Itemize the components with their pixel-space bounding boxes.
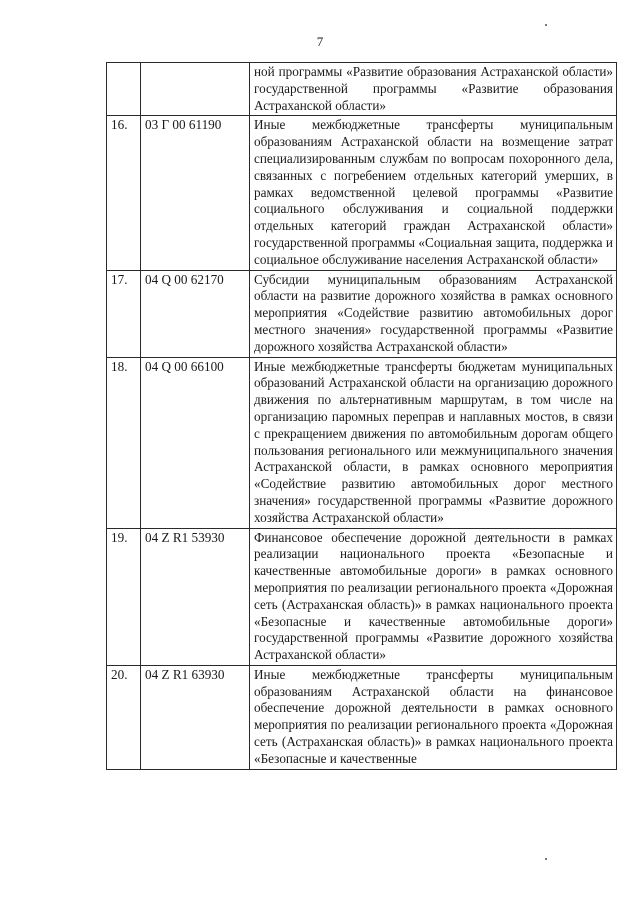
row-description: Иные межбюджетные трансферты бюджетам муниципальных образований Астраханской области на организацию дорожного движения по альтернативным маршрутам, в том числе на организацию паромных переправ и наплавных мостов, в связи с прекращением движения по автомобильным дорогам общего пользования регионального или межмуниципального значения Астраханской области, в рамках основного мероприятия «Содействие развитию автомобильных дорог местного значения» государственной программы «Развитие дорожного хозяйства Астраханской области» — [250, 357, 617, 528]
row-number: 18. — [107, 357, 141, 528]
row-description: Иные межбюджетные трансферты муниципальным образованиям Астраханской области на финансовое обеспечение дорожной деятельности в рамках основного мероприятия по реализации регионального проекта «Дорожная сеть (Астраханская область)» в рамках национального проекта «Безопасные и качественные — [250, 665, 617, 769]
table-row — [107, 63, 617, 116]
row-description: ной программы «Развитие образования Астраханской области» государственной программы «Развитие образования Астраханской области» — [250, 63, 617, 116]
budget-code: 04 Q 00 62170 — [141, 270, 250, 357]
row-number: 17. — [107, 270, 141, 357]
budget-code: 04 Z R1 63930 — [141, 665, 250, 769]
row-number: 20. — [107, 665, 141, 769]
budget-code: 04 Q 00 66100 — [141, 357, 250, 528]
row-number — [107, 63, 141, 116]
table-row — [107, 528, 617, 665]
page-number: 7 — [316, 34, 324, 49]
budget-code: 04 Z R1 53930 — [141, 528, 250, 665]
budget-code: 03 Г 00 61190 — [141, 116, 250, 270]
scan-speck — [545, 24, 547, 26]
table-row — [107, 116, 617, 270]
table-row — [107, 357, 617, 528]
transfers-table — [106, 62, 617, 770]
row-number: 19. — [107, 528, 141, 665]
row-number: 16. — [107, 116, 141, 270]
row-description: Иные межбюджетные трансферты муниципальным образованиям Астраханской области на возмещение затрат специализированным службам по вопросам похоронного дела, связанных с погребением отдельных категорий умерших, в рамках ведомственной целевой программы «Развитие социального обслуживания и социальной поддержки отдельных категорий граждан Астраханской области» государственной программы «Социальная защита, поддержка и социальное обслуживание населения Астраханской области» — [250, 116, 617, 270]
budget-code — [141, 63, 250, 116]
row-description: Финансовое обеспечение дорожной деятельности в рамках реализации национального проекта «Безопасные и качественные автомобильные дороги» в рамках основного мероприятия по реализации регионального проекта «Дорожная сеть (Астраханская область)» в рамках национального проекта «Безопасные и качественные автомобильные дороги» государственной программы «Развитие дорожного хозяйства Астраханской области» — [250, 528, 617, 665]
table-row — [107, 665, 617, 769]
table-row — [107, 270, 617, 357]
scan-speck — [545, 858, 547, 860]
row-description: Субсидии муниципальным образованиям Астраханской области на развитие дорожного хозяйства в рамках основного мероприятия «Содействие развитию автомобильных дорог местного значения» государственной программы «Развитие дорожного хозяйства Астраханской области» — [250, 270, 617, 357]
